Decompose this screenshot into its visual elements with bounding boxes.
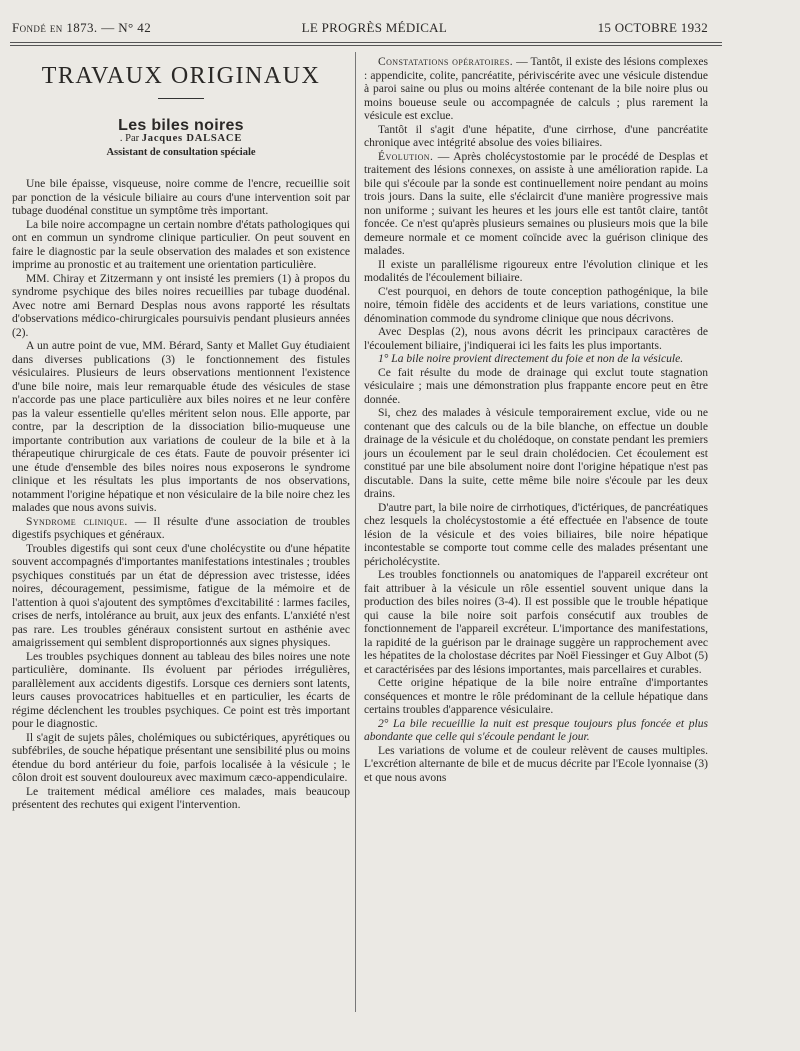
right-body <box>364 56 708 785</box>
paragraph <box>12 516 350 543</box>
paragraph-text: — Tantôt, il existe des lésions complexes : appendicite, colite, pancréatite, périviscérite avec une vésicule distendue à paroi saine ou plus ou moins altérée contenant de la bile noire plus ou moins boueuse seule ou accompagnée de calculs ; plus rarement la vésicule est exclue. <box>364 56 708 122</box>
author-affiliation: Assistant de consultation spéciale <box>106 146 256 158</box>
paragraph: Tantôt il s'agit d'une hépatite, d'une cirrhose, d'une pancréatite chronique avec intégrité absolue des voies biliaires. <box>364 123 708 149</box>
left-body <box>12 178 350 813</box>
paragraph: Troubles digestifs qui sont ceux d'une cholécystite ou d'une hépatite souvent accompagnés d'importantes manifestations intestinales ; troubles psychiques constitués par un état de dépression avec tristesse, idées noires, découragement, pessimisme, fatigue de la mémoire et de l'attention à quoi s'ajoutent des symptômes d'excitabilité : larmes faciles, crises de nerfs, intolérance au bruit, aux jeux des enfants. L'anxiété n'est pas rare. Les troubles généraux consistent surtout en asthénie avec amaigrissement qui semblent disproportionnés aux signes physiques. <box>12 542 350 649</box>
paragraph: Le traitement médical améliore ces malades, mais beaucoup présentent des rechutes qui exigent l'intervention. <box>12 785 350 811</box>
paragraph-lead: Syndrome clinique. <box>26 515 128 528</box>
paragraph: Ce fait résulte du mode de drainage qui exclut toute stagnation vésiculaire ; mais une démonstration plus frappante encore peut en être donnée. <box>364 366 708 406</box>
header-date: 15 OCTOBRE 1932 <box>597 20 708 35</box>
byline <box>12 132 350 146</box>
paragraph: Les troubles psychiques donnent au tableau des biles noires une note particulière, dominante. Ils évoluent par périodes irrégulières, parallèlement aux accidents digestifs. Lorsque ces derniers sont latents, leurs causes provocatrices habituelles et en particulier, les écarts de régime déclenchent les troubles psychiques. Ce point est très important pour le diagnostic. <box>12 650 350 730</box>
byline-prefix: . Par <box>119 133 142 144</box>
left-column <box>12 56 350 813</box>
paragraph: Les variations de volume et de couleur relèvent de causes multiples. L'excrétion alternante de bile et de mucus décrite par l'Ecole lyonnaise (3) et que nous avons <box>364 744 708 784</box>
column-divider <box>355 52 356 1012</box>
paragraph: La bile noire accompagne un certain nombre d'états pathologiques qui ont en commun un syndrome clinique particulier. On peut souvent en faire le diagnostic par la seule observation des malades et son existence imprime au pronostic et au traitement une orientation particulière. <box>12 218 350 271</box>
paragraph: D'autre part, la bile noire de cirrhotiques, d'ictériques, de pancréatiques chez lesquels la cholécystostomie a été effectuée en l'absence de toute lésion de la vésicule et des voies biliaires, bile noire hépatique incontestable se comporte tout comme celle des malades présentant une péricholécystite. <box>364 501 708 568</box>
paragraph: A un autre point de vue, MM. Bérard, Santy et Mallet Guy étudiaient dans diverses publications (3) le fonctionnement des fistules vésiculaires. Plusieurs de leurs observations mentionnent l'existence d'une bile noire, mais leur remarquable étude des vésicules de stase n'accorde pas une place particulière aux biles noires et ne leur confère pas la valeur essentielle qu'elles méritent selon nous. Elle apporte, par contre, par la description de la dissociation bilio-muqueuse une importante contribution aux variations de couleur de la bile et à la thérapeutique chirurgicale de ces états. Faute de pouvoir présenter ici une étude d'ensemble des biles noires nous exposerons le syndrome clinique et les résultats les plus importants de nos observations, notamment l'origine hépatique et non vésiculaire de la bile noire chez les malades que nous avons suivis. <box>12 340 350 514</box>
paragraph-italic: 1° La bile noire provient directement du foie et non de la vésicule. <box>378 353 684 365</box>
header-rule-double <box>10 45 722 46</box>
paragraph: Si, chez des malades à vésicule temporairement exclue, vide ou ne contenant que des calculs ou de la bile blanche, on effectue un double drainage de la vésicule et du cholédoque, on constate pendant les premiers jours un écoulement par le seul drain cholédocien. Cet écoulement est constitué par une bile absolument noire dont l'origine hépatique n'est pas discutable. Dans la suite, cette même bile noire s'écoule par les deux drains. <box>364 407 708 500</box>
paragraph: MM. Chiray et Zitzermann y ont insisté les premiers (1) à propos du syndrome psychique des biles noires recueillies par tubage duodénal. Avec notre ami Bernard Desplas nous avons rapporté les résultats d'observations médico-chirurgicales poursuivis pendant plusieurs années (2). <box>12 272 350 339</box>
paragraph: Une bile épaisse, visqueuse, noire comme de l'encre, recueillie soit par ponction de la vésicule biliaire au cours d'une intervention soit par tubage duodénal constitue un symptôme très important. <box>12 178 350 217</box>
paragraph: Les troubles fonctionnels ou anatomiques de l'appareil excréteur ont fait attribuer à la vésicule un rôle essentiel souvent unique dans la production des biles noires (3-4). Il est possible que le trouble hépatique qui cause la bile noire soit parfois consécutif aux troubles de fonctionnement de l'appareil excréteur. L'importance des manifestations, la rapidité de la guérison par le drainage suggère un rapprochement avec les hépatites de la cholostase décrites par Noël Fiessinger et Guy Albot (5) et caractérisées par des lésions importantes, mais parcellaires et curables. <box>364 569 708 676</box>
paragraph-text: — Après cholécystostomie par le procédé de Desplas et traitement des lésions connexes, on assiste à une amélioration rapide. La bile qui s'écoule par la sonde est continuellement noire pendant au moins trois jours. Dans la suite, elle s'éclaircit d'une manière progressive mais non uniforme ; suivant les heures et les jours elle est tantôt claire, tantôt foncée. Ce n'est qu'après plusieurs semaines ou plusieurs mois que la bile demeure normale et ce moment coïncide avec la guérison clinique des malades. <box>364 150 708 257</box>
paragraph: Cette origine hépatique de la bile noire entraîne d'importantes conséquences et montre le rôle prédominant de la cellule hépatique dans certains troubles d'apparence vésiculaire. <box>364 677 708 716</box>
paragraph-italic: 2° La bile recueillie la nuit est presque toujours plus foncée et plus abondante que celle qui s'écoule pendant le jour. <box>364 717 708 743</box>
article-title: Les biles noires <box>118 116 244 134</box>
header-journal-name: LE PROGRÈS MÉDICAL <box>301 20 448 35</box>
paragraph-text: — Il résulte d'une association de troubles digestifs psychiques et généraux. <box>12 515 350 541</box>
author-name: Jacques DALSACE <box>141 133 243 144</box>
paragraph: Avec Desplas (2), nous avons décrit les principaux caractères de l'écoulement biliaire, j'indiquerai ici les faits les plus importants. <box>364 326 708 352</box>
paragraph <box>364 353 708 367</box>
paragraph: C'est pourquoi, en dehors de toute conception pathogénique, la bile noire, témoin fidèle des accidents et de leurs variations, constitue une dénomination commode du syndrome clinique que nous décrivons. <box>364 285 708 325</box>
header-rule <box>10 42 722 43</box>
section-title: TRAVAUX ORIGINAUX <box>41 63 321 89</box>
title-rule <box>158 98 204 99</box>
right-column <box>364 56 708 785</box>
header-founded: Fondé en 1873. — N° 42 <box>12 20 152 35</box>
paragraph: Il s'agit de sujets pâles, cholémiques ou subictériques, apyrétiques ou subfébriles, de souche hépatique présentant une sensibilité plus ou moins étendue du bord antérieur du foie, parfois localisée à la vésicule ; le côlon droit est souvent douloureux avec maximum cæco-appendiculaire. <box>12 731 350 784</box>
paragraph-lead: Évolution. <box>378 150 434 163</box>
paragraph <box>364 151 708 259</box>
paragraph-lead: Constatations opératoires. <box>378 56 514 68</box>
paragraph <box>364 56 708 124</box>
paragraph <box>364 718 708 745</box>
running-header <box>12 20 708 40</box>
paragraph: Il existe un parallélisme rigoureux entre l'évolution clinique et les modalités de l'écoulement biliaire. <box>364 258 708 284</box>
